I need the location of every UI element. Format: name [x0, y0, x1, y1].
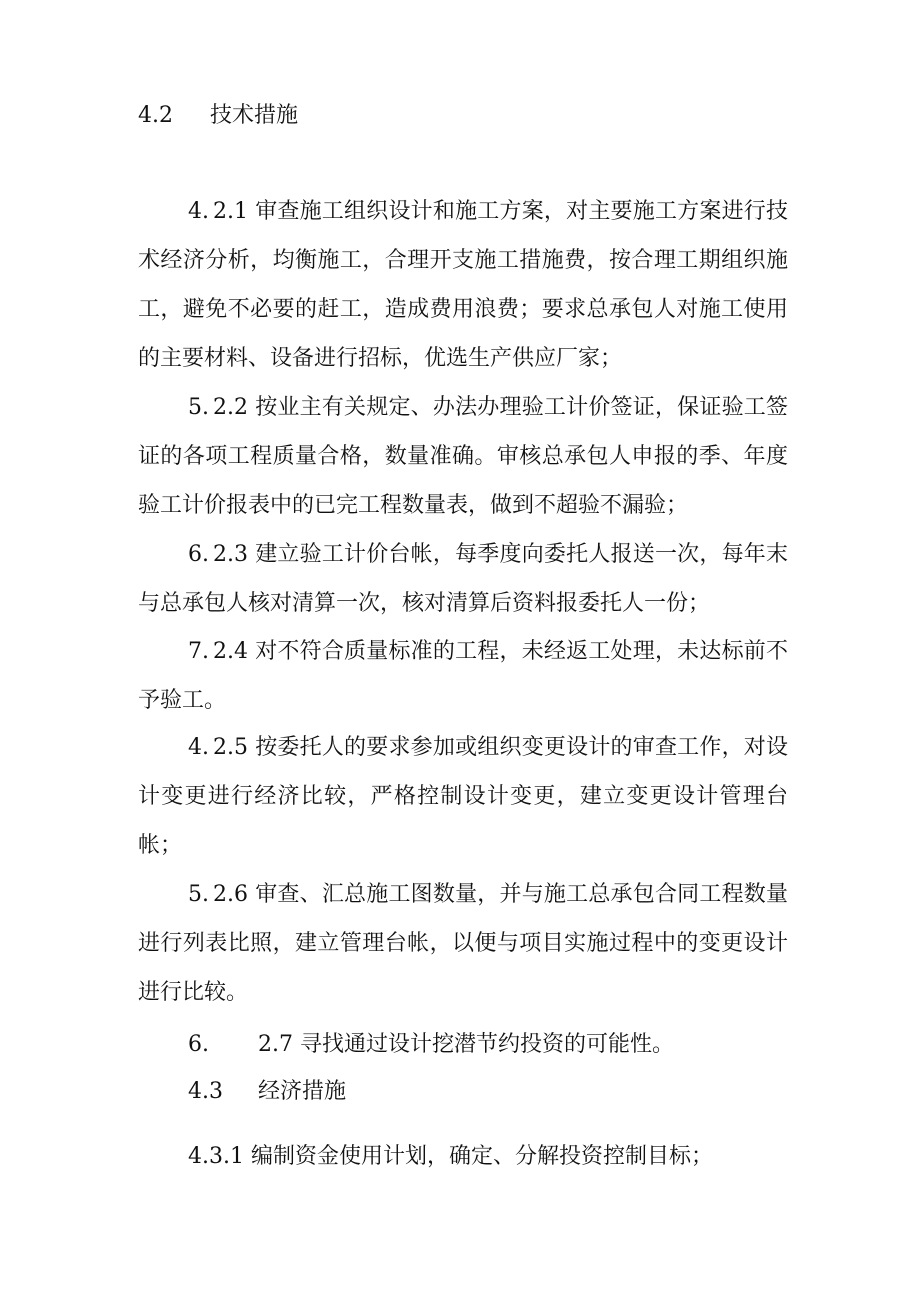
paragraph-number: 6. — [188, 1032, 209, 1057]
paragraph-text: 2.2 按业主有关规定、办法办理验工计价签证，保证验工签证的各项工程质量合格，数量准确。审核总承包人申报的季、年度验工计价报表中的已完工程数量表，做到不超验不漏验； — [138, 395, 788, 518]
section-heading-4-3 — [188, 1077, 346, 1107]
paragraph-number: 6. — [188, 542, 209, 567]
paragraph-text: 2.3 建立验工计价台帐，每季度向委托人报送一次，每年末与总承包人核对清算一次，核对清算后资料报委托人一份； — [138, 542, 788, 616]
section-title: 经济措施 — [258, 1079, 347, 1104]
paragraph-2-6 — [138, 870, 788, 1017]
paragraph-number: 4. — [188, 735, 209, 760]
paragraph-number: 7. — [188, 639, 209, 664]
paragraph-2-2 — [138, 383, 788, 530]
paragraph-text: 2.5 按委托人的要求参加或组织变更设计的审查工作，对设计变更进行经济比较，严格控制设计变更，建立变更设计管理台帐； — [138, 735, 788, 858]
paragraph-2-7 — [188, 1030, 674, 1060]
paragraph-number: 5. — [188, 882, 209, 907]
paragraph-2-1 — [138, 187, 788, 383]
item-4-3-1 — [188, 1142, 713, 1172]
paragraph-2-5 — [138, 723, 788, 870]
section-number: 4.2 — [138, 103, 173, 128]
section-number: 4.3 — [188, 1079, 223, 1104]
paragraph-number: 5. — [188, 395, 209, 420]
section-title: 技术措施 — [210, 103, 299, 128]
paragraph-number: 4. — [188, 199, 209, 224]
paragraph-text: 2.7 寻找通过设计挖潜节约投资的可能性。 — [258, 1032, 674, 1057]
item-text: 4.3.1 编制资金使用计划，确定、分解投资控制目标； — [188, 1144, 713, 1169]
paragraph-text: 2.4 对不符合质量标准的工程，未经返工处理，未达标前不予验工。 — [138, 639, 788, 713]
paragraph-text: 2.1 审查施工组织设计和施工方案，对主要施工方案进行技术经济分析，均衡施工，合理开支施工措施费，按合理工期组织施工，避免不必要的赶工，造成费用浪费；要求总承包人对施工使用的主要材料、设备进行招标，优选生产供应厂家； — [138, 199, 788, 371]
paragraph-2-4 — [138, 627, 788, 725]
section-heading-4-2 — [138, 101, 298, 131]
paragraph-text: 2.6 审查、汇总施工图数量，并与施工总承包合同工程数量进行列表比照，建立管理台帐，以便与项目实施过程中的变更设计进行比较。 — [138, 882, 788, 1005]
paragraph-2-3 — [138, 530, 788, 628]
